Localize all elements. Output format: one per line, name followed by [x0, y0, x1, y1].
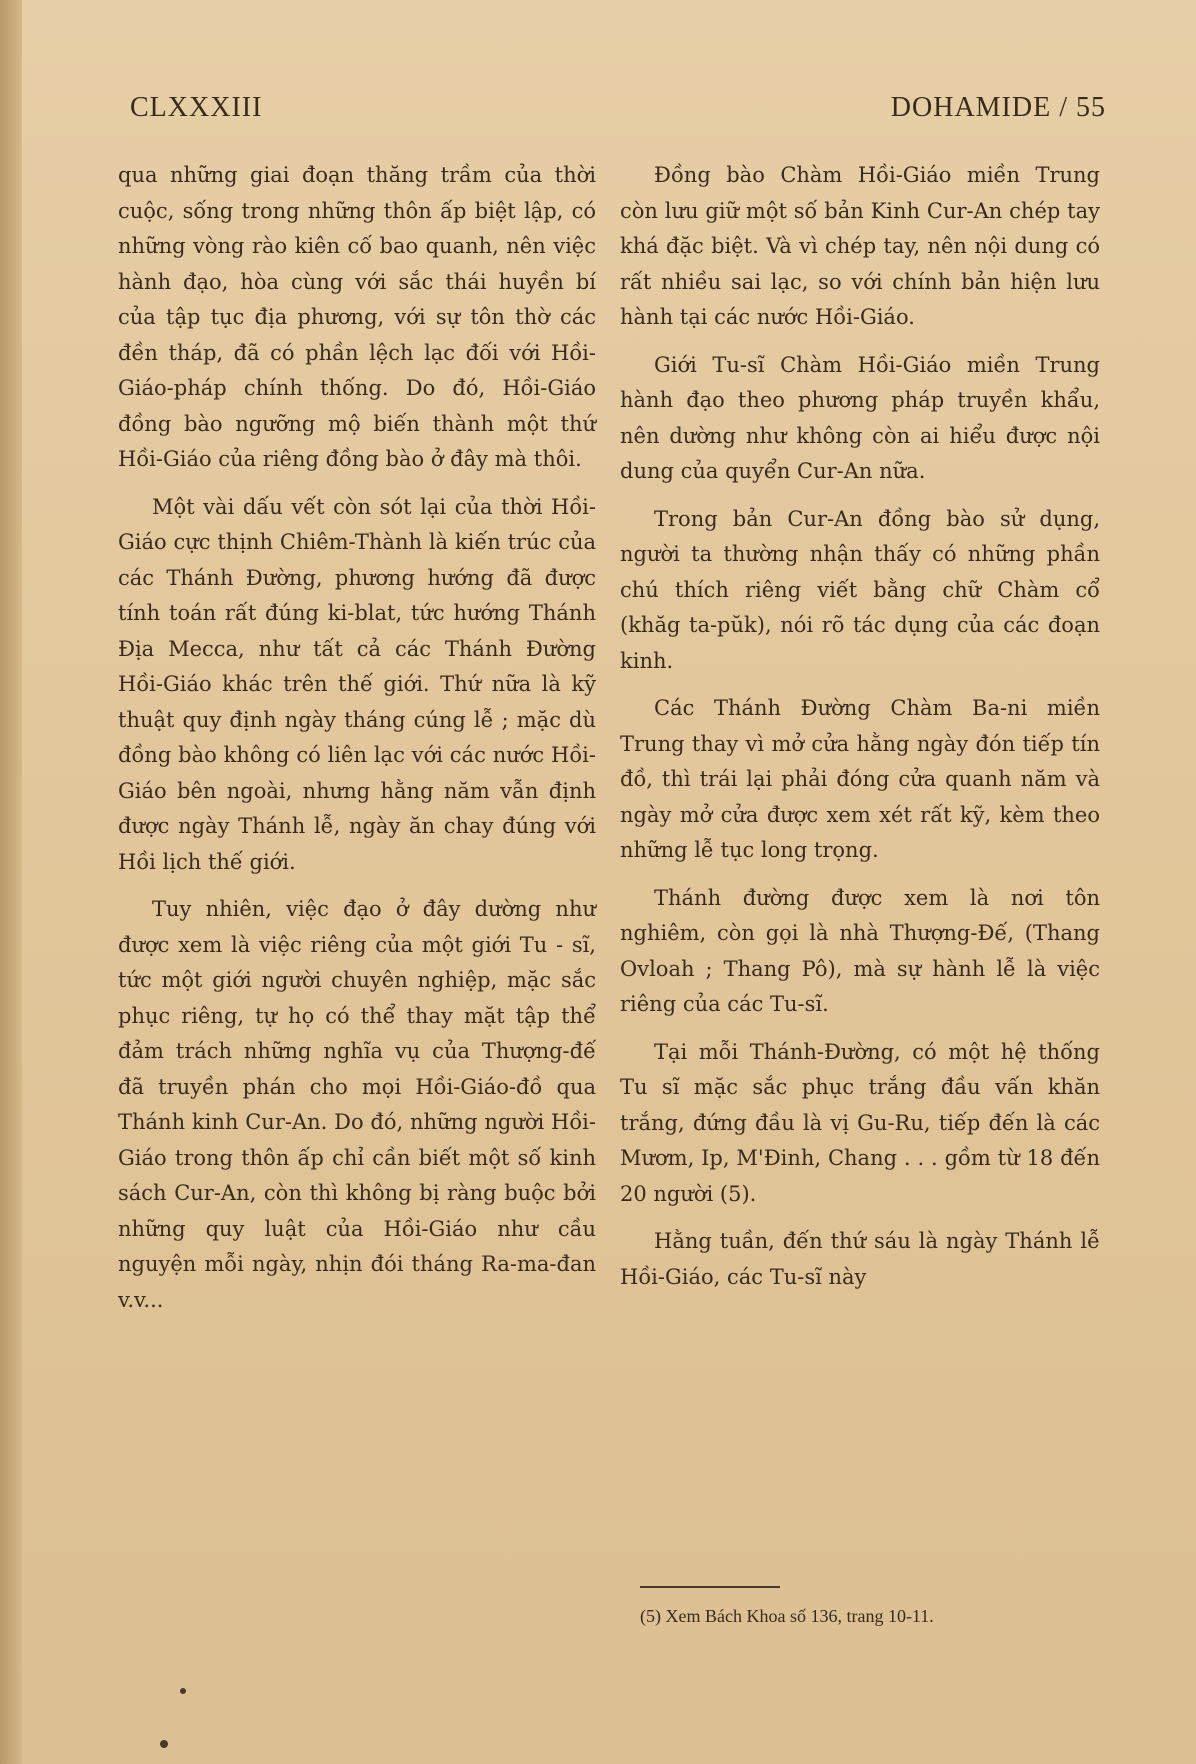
- paragraph: Tuy nhiên, việc đạo ở đây dường như được xem là việc riêng của một giới Tu - sĩ, tức một giới người chuyên nghiệp, mặc sắc phục riêng, tự họ có thể thay mặt tập thể đảm trách những nghĩa vụ của Thượng-đế đã truyền phán cho mọi Hồi-Giáo-đồ qua Thánh kinh Cur-An. Do đó, những người Hồi-Giáo trong thôn ấp chỉ cần biết một số kinh sách Cur-An, còn thì không bị ràng buộc bởi những quy luật của Hồi-Giáo như cầu nguyện mỗi ngày, nhịn đói tháng Ra-ma-đan v.v...: [118, 897, 596, 1312]
- paragraph: Tại mỗi Thánh-Đường, có một hệ thống Tu sĩ mặc sắc phục trắng đầu vấn khăn trắng, đứng đầu là vị Gu-Ru, tiếp đến là các Mươm, Ip, M'Đinh, Chang . . . gồm từ 18 đến 20 người (5).: [620, 1039, 1100, 1206]
- page-edge: [0, 0, 22, 1764]
- paragraph: Hằng tuần, đến thứ sáu là ngày Thánh lễ Hồi-Giáo, các Tu-sĩ này: [620, 1229, 1100, 1289]
- paragraph: Các Thánh Đường Chàm Ba-ni miền Trung thay vì mở cửa hằng ngày đón tiếp tín đồ, thì trái lại phải đóng cửa quanh năm và ngày mở cửa được xem xét rất kỹ, kèm theo những lễ tục long trọng.: [620, 696, 1100, 862]
- ink-speck: [160, 1740, 168, 1748]
- header-right: DOHAMIDE / 55: [890, 92, 1106, 123]
- running-header: [130, 92, 1106, 132]
- paragraph: qua những giai đoạn thăng trầm của thời cuộc, sống trong những thôn ấp biệt lập, có những vòng rào kiên cố bao quanh, nên việc hành đạo, hòa cùng với sắc thái huyền bí của tập tục địa phương, với sự tôn thờ các đền tháp, đã có phần lệch lạc đối với Hồi-Giáo-pháp chính thống. Do đó, Hồi-Giáo đồng bào ngưỡng mộ biến thành một thứ Hồi-Giáo của riêng đồng bào ở đây mà thôi.: [118, 163, 596, 471]
- paragraph: Đồng bào Chàm Hồi-Giáo miền Trung còn lưu giữ một số bản Kinh Cur-An chép tay khá đặc biệt. Và vì chép tay, nên nội dung có rất nhiều sai lạc, so với chính bản hiện lưu hành tại các nước Hồi-Giáo.: [620, 163, 1100, 329]
- footnote: (5) Xem Bách Khoa số 136, trang 10-11.: [640, 1606, 934, 1626]
- paragraph: Giới Tu-sĩ Chàm Hồi-Giáo miền Trung hành đạo theo phương pháp truyền khẩu, nên dường như không còn ai hiểu được nội dung của quyển Cur-An nữa.: [620, 352, 1100, 483]
- ink-speck: [180, 1688, 186, 1694]
- footnote-rule: [640, 1586, 780, 1588]
- paragraph: Trong bản Cur-An đồng bào sử dụng, người ta thường nhận thấy có những phần chú thích riêng viết bằng chữ Chàm cổ (khăg ta-pŭk), nói rõ tác dụng của các đoạn kinh.: [620, 506, 1100, 673]
- paragraph: Một vài dấu vết còn sót lại của thời Hồi-Giáo cực thịnh Chiêm-Thành là kiến trúc của các Thánh Đường, phương hướng đã được tính toán rất đúng ki-blat, tức hướng Thánh Địa Mecca, như tất cả các Thánh Đường Hồi-Giáo khác trên thế giới. Thứ nữa là kỹ thuật quy định ngày tháng cúng lễ ; mặc dù đồng bào không có liên lạc với các nước Hồi-Giáo bên ngoài, nhưng hằng năm vẫn định được ngày Thánh lễ, ngày ăn chay đúng với Hồi lịch thế giới.: [118, 494, 596, 874]
- header-left: CLXXXIII: [130, 92, 263, 123]
- left-column: [118, 158, 596, 1330]
- paragraph: Thánh đường được xem là nơi tôn nghiêm, còn gọi là nhà Thượng-Đế, (Thang Ovloah ; Thang Pô), mà sự hành lễ là việc riêng của các Tu-sĩ.: [620, 885, 1100, 1016]
- right-column: [620, 158, 1100, 1307]
